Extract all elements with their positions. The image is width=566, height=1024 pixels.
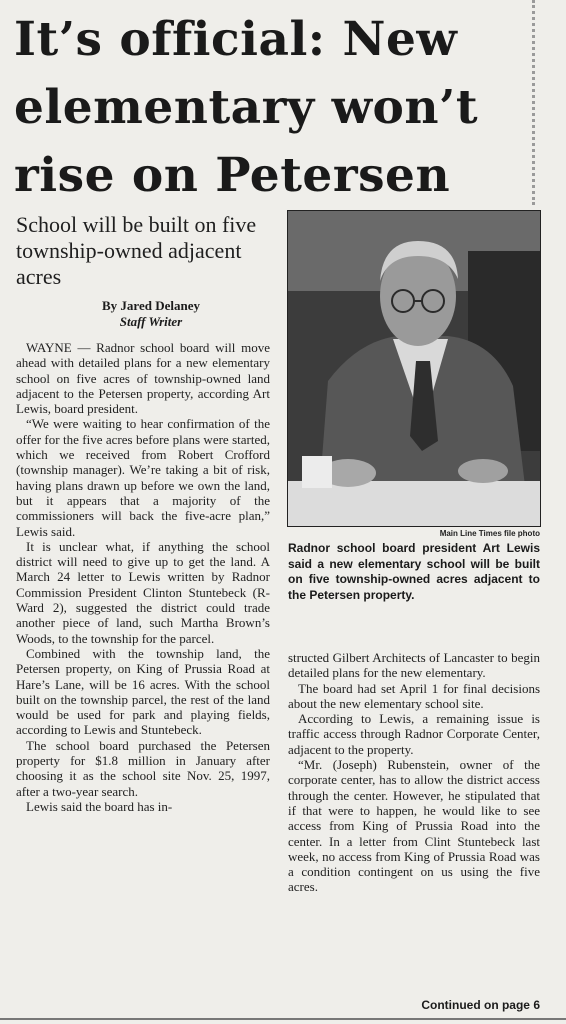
article-column-1 [16, 340, 270, 814]
photo [287, 210, 541, 527]
byline [16, 298, 286, 330]
paragraph: “Mr. (Joseph) Rubenstein, owner of the corporate center, has to allow the district access through the center. However, he stipulated that if that were to happen, he would like to see access from King of Prussia Road into the center. In a letter from Clint Stuntebeck last week, no access from King of Prussia Road was a condition contingent on us using the five acres. [288, 757, 540, 895]
paragraph: The school board purchased the Petersen property for $1.8 million in January after choosing it as the school site Nov. 25, 1997, after a two-year search. [16, 737, 270, 799]
headline-line-3: rise on Petersen [14, 148, 451, 203]
paragraph: It is unclear what, if anything the school district will need to give up to get the land. A March 24 letter to Lewis written by Radnor Commission President Clinton Stuntebeck (R-Ward 2), suggested the district could trade another piece of land, such Martha Brown’s Woods, to the township for the parcel. [16, 538, 270, 646]
headline [14, 6, 534, 210]
paragraph: WAYNE — Radnor school board will move ahead with detailed plans for a new elementary school on five acres of township-owned land adjacent to the Petersen property, according Art Lewis, board president. [16, 340, 270, 417]
headline-line-1: It’s official: New [14, 12, 458, 67]
paragraph: The board had set April 1 for final decisions about the new elementary school site. [288, 680, 540, 711]
deck-subheadline: School will be built on five township-owned adjacent acres [16, 212, 257, 289]
paragraph: structed Gilbert Architects of Lancaster to begin detailed plans for the new elementary. [288, 650, 540, 681]
article-column-2 [288, 650, 540, 895]
portrait-image [288, 211, 540, 526]
headline-line-2: elementary won’t [14, 80, 479, 135]
paragraph: Combined with the township land, the Petersen property, on King of Prussia Road at Hare’s Lane, will be 16 acres. With the school built on the township parcel, the rest of the land would be used for park and playing fields, according to Lewis and Stuntebeck. [16, 645, 270, 738]
paragraph: “We were waiting to hear confirmation of the offer for the five acres before plans were started, which we received from Robert Crofford (township manager). We’re taking a bit of risk, having plans drawn up before we own the land, but it appears that a majority of the commissioners will back the five-acre plan,” Lewis said. [16, 416, 270, 539]
byline-role: Staff Writer [119, 314, 183, 329]
bottom-rule [0, 1018, 566, 1020]
column-dotted-rule [522, 0, 535, 205]
paragraph: Lewis said the board has in- [26, 798, 173, 814]
byline-author: By Jared Delaney [102, 298, 200, 313]
photo-credit: Main Line Times file photo [439, 529, 540, 538]
continued-on-page: Continued on page 6 [421, 998, 540, 1012]
photo-caption: Radnor school board president Art Lewis said a new elementary school will be built on five township-owned acres adjacent to the Petersen property. [288, 541, 540, 602]
paragraph: According to Lewis, a remaining issue is traffic access through Radnor Corporate Center, adjacent to the property. [288, 711, 540, 757]
